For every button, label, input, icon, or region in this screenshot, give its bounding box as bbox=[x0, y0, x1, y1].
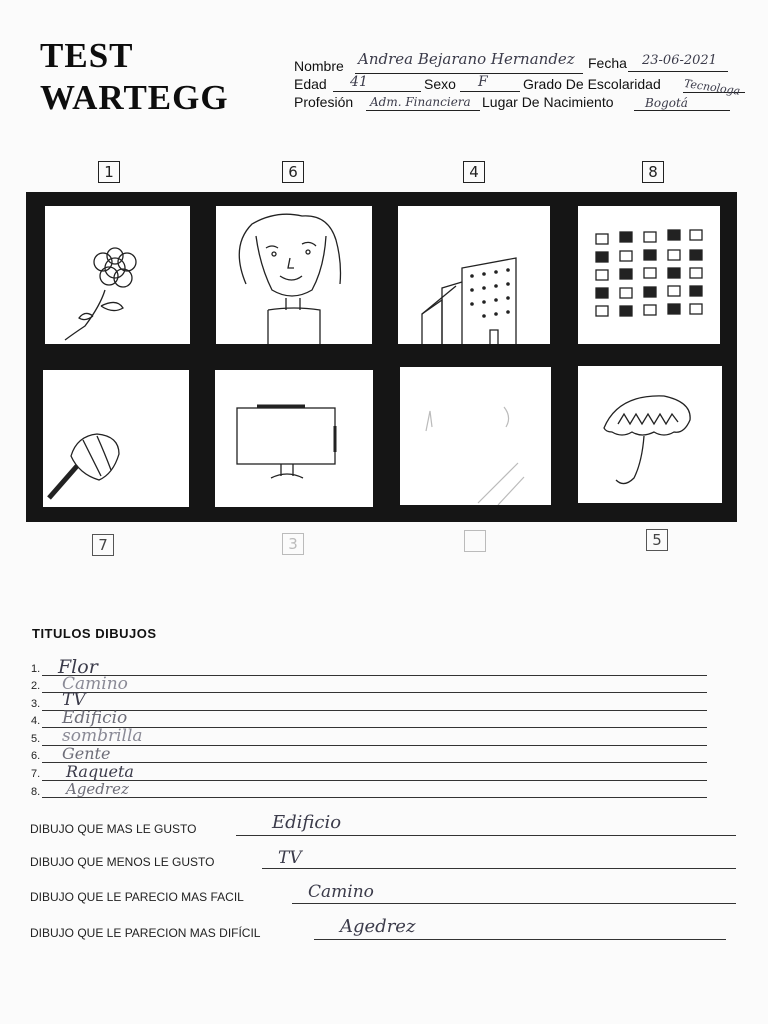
title-line-1: TEST bbox=[40, 36, 134, 75]
umbrella-drawing-icon bbox=[578, 366, 722, 503]
order-box-4: 8 bbox=[642, 161, 664, 183]
fecha-label: Fecha bbox=[588, 55, 627, 71]
list-item: Raqueta bbox=[66, 762, 134, 781]
edad-line bbox=[333, 91, 421, 92]
list-item: Flor bbox=[58, 656, 98, 678]
list-item: Gente bbox=[62, 744, 111, 763]
lugar-line bbox=[634, 110, 730, 111]
drawing-grid bbox=[26, 192, 737, 522]
question-most-liked-value: Edificio bbox=[272, 812, 342, 833]
question-least-liked-value: TV bbox=[278, 848, 302, 868]
list-item-number: 6. bbox=[31, 750, 41, 762]
grado-value: Tecnologa bbox=[683, 77, 742, 98]
titulos-heading: TITULOS DIBUJOS bbox=[32, 626, 157, 641]
title-line-2: WARTEGG bbox=[40, 78, 229, 117]
sexo-label: Sexo bbox=[424, 76, 456, 92]
list-item: Agedrez bbox=[66, 780, 129, 798]
list-item-line bbox=[42, 762, 707, 763]
order-box-1: 1 bbox=[98, 161, 120, 183]
list-item: Camino bbox=[62, 674, 128, 694]
tv-drawing-icon bbox=[215, 370, 373, 507]
list-item-line bbox=[42, 675, 707, 676]
list-item-number: 1. bbox=[31, 663, 41, 675]
list-item-line bbox=[42, 710, 707, 711]
chess-drawing-icon bbox=[578, 206, 720, 344]
road-drawing-icon bbox=[400, 367, 551, 505]
list-item-line bbox=[42, 797, 707, 798]
edad-label: Edad bbox=[294, 76, 327, 92]
drawing-tv bbox=[215, 370, 373, 507]
edad-value: 41 bbox=[350, 74, 368, 90]
question-easiest-value: Camino bbox=[308, 882, 374, 902]
question-hardest-value: Agedrez bbox=[340, 916, 416, 937]
order-box-8: 5 bbox=[646, 529, 668, 551]
building-drawing-icon bbox=[398, 206, 550, 344]
question-least-liked-label: DIBUJO QUE MENOS LE GUSTO bbox=[30, 855, 215, 869]
question-most-liked-line bbox=[236, 835, 736, 836]
drawing-chess bbox=[578, 206, 720, 344]
flower-drawing-icon bbox=[45, 206, 190, 344]
nombre-label: Nombre bbox=[294, 58, 344, 74]
question-easiest-label: DIBUJO QUE LE PARECIO MAS FACIL bbox=[30, 890, 244, 904]
question-hardest-line bbox=[314, 939, 726, 940]
sexo-line bbox=[460, 91, 520, 92]
profesion-value: Adm. Financiera bbox=[370, 95, 471, 109]
list-item-line bbox=[42, 780, 707, 781]
question-least-liked-line bbox=[262, 868, 736, 869]
face-drawing-icon bbox=[216, 206, 372, 344]
list-item-number: 2. bbox=[31, 680, 41, 692]
sexo-value: F bbox=[478, 74, 488, 90]
lugar-label: Lugar De Nacimiento bbox=[482, 94, 614, 110]
nombre-value: Andrea Bejarano Hernandez bbox=[358, 50, 575, 68]
fecha-value: 23-06-2021 bbox=[642, 53, 717, 68]
fecha-line bbox=[628, 71, 728, 72]
list-item: sombrilla bbox=[62, 726, 143, 746]
question-hardest-label: DIBUJO QUE LE PARECION MAS DIFÍCIL bbox=[30, 926, 261, 940]
list-item-number: 5. bbox=[31, 733, 41, 745]
drawing-umbrella bbox=[578, 366, 722, 503]
nombre-line bbox=[355, 73, 583, 74]
question-easiest-line bbox=[292, 903, 736, 904]
drawing-racket bbox=[43, 370, 189, 507]
list-item: Edificio bbox=[62, 708, 128, 728]
list-item-number: 8. bbox=[31, 786, 41, 798]
list-item-number: 4. bbox=[31, 715, 41, 727]
profesion-label: Profesión bbox=[294, 94, 354, 110]
profesion-line bbox=[366, 110, 480, 111]
order-box-6: 3 bbox=[282, 533, 304, 555]
drawing-face bbox=[216, 206, 372, 344]
order-box-7 bbox=[464, 530, 486, 552]
drawing-road bbox=[400, 367, 551, 505]
drawing-flower bbox=[45, 206, 190, 344]
list-item-line bbox=[42, 692, 707, 693]
racket-drawing-icon bbox=[43, 370, 189, 507]
drawing-building bbox=[398, 206, 550, 344]
order-box-3: 4 bbox=[463, 161, 485, 183]
question-most-liked-label: DIBUJO QUE MAS LE GUSTO bbox=[30, 822, 197, 836]
list-item-number: 3. bbox=[31, 698, 41, 710]
order-box-2: 6 bbox=[282, 161, 304, 183]
list-item: TV bbox=[62, 690, 86, 710]
list-item-number: 7. bbox=[31, 768, 41, 780]
grado-label: Grado De Escolaridad bbox=[523, 76, 661, 92]
lugar-value: Bogotá bbox=[645, 96, 688, 110]
order-box-5: 7 bbox=[92, 534, 114, 556]
